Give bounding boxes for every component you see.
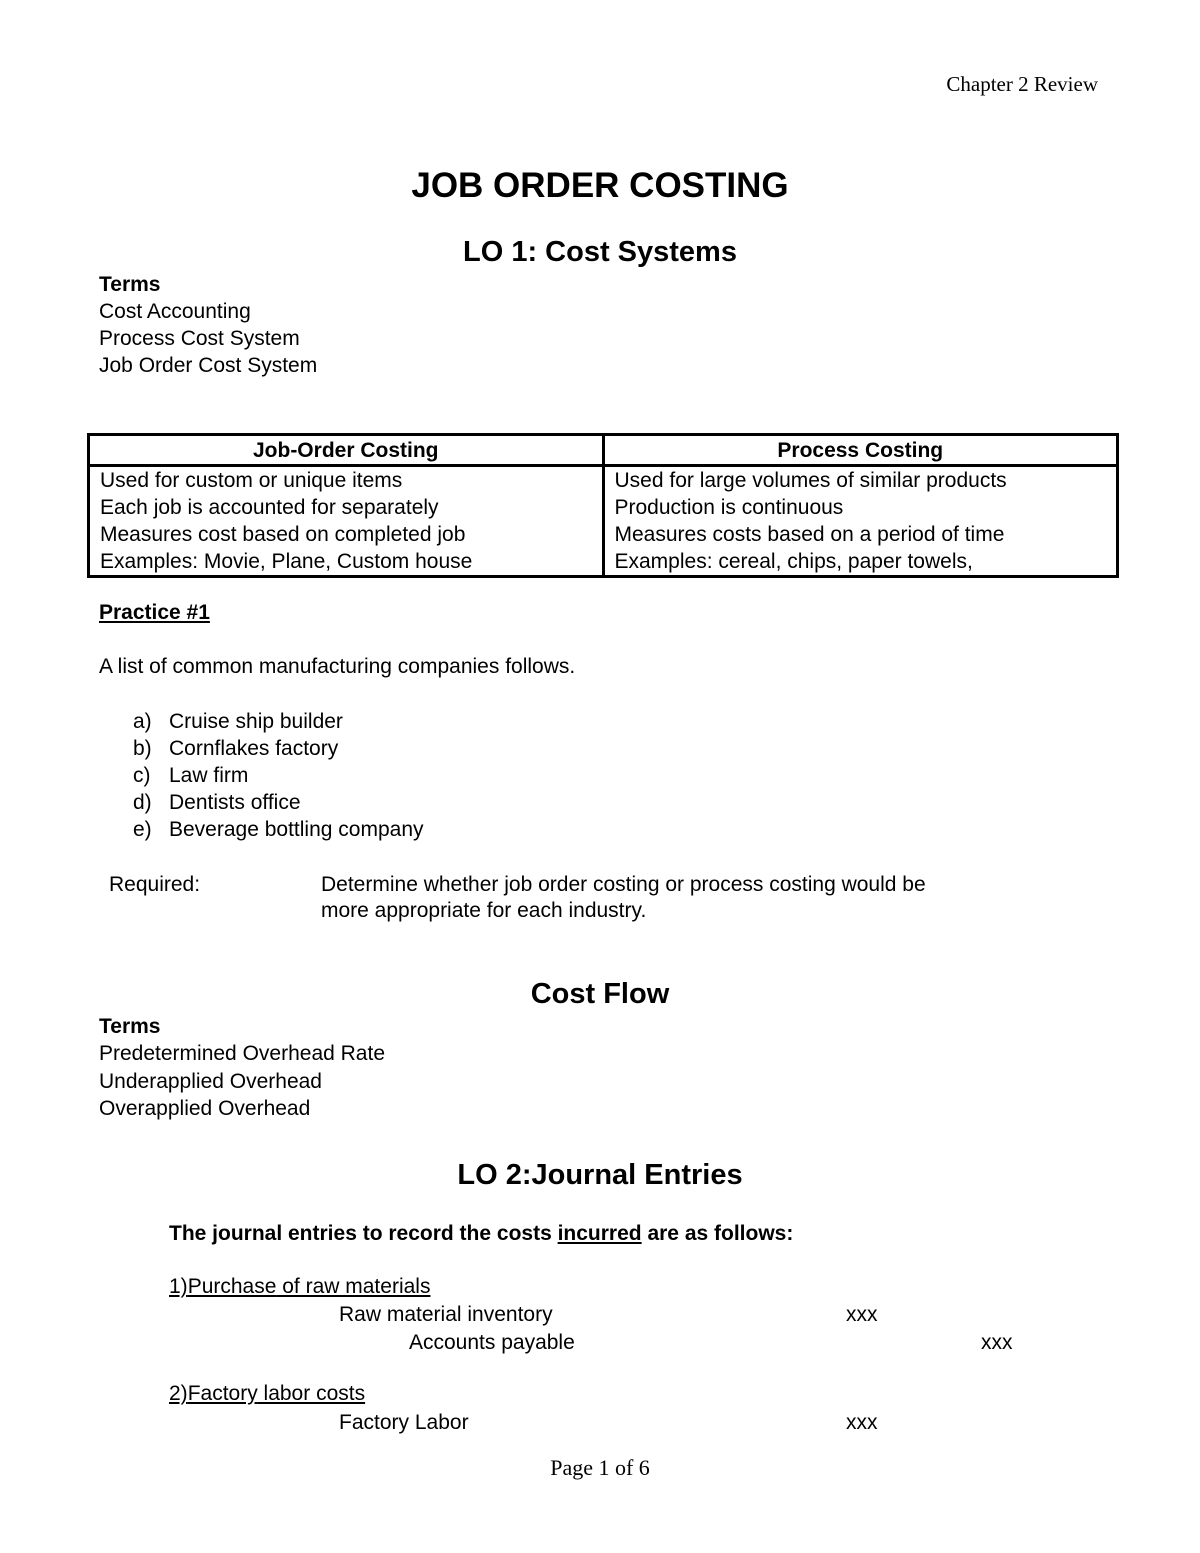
table-header-row bbox=[89, 435, 1118, 466]
list-item bbox=[133, 737, 338, 761]
table-cell: Used for large volumes of similar products bbox=[603, 466, 1118, 495]
lo1-terms-label: Terms bbox=[99, 273, 161, 296]
list-marker: b) bbox=[133, 737, 152, 760]
document-title: JOB ORDER COSTING bbox=[411, 166, 789, 205]
entry-number: 2) bbox=[169, 1382, 188, 1405]
table-row bbox=[89, 466, 1118, 495]
cost-flow-terms-label: Terms bbox=[99, 1015, 161, 1038]
list-item-text: Cruise ship builder bbox=[169, 710, 343, 733]
cost-flow-term: Underapplied Overhead bbox=[99, 1070, 322, 1093]
lo1-term: Process Cost System bbox=[99, 327, 300, 350]
debit-amount: xxx bbox=[846, 1411, 878, 1434]
lo2-heading: LO 2:Journal Entries bbox=[457, 1159, 743, 1191]
credit-account: Accounts payable bbox=[409, 1331, 575, 1354]
table-cell: Production is continuous bbox=[603, 494, 1118, 521]
table-cell: Examples: Movie, Plane, Custom house bbox=[89, 548, 604, 577]
journal-entry-title bbox=[169, 1275, 430, 1299]
lo2-intro bbox=[169, 1222, 793, 1246]
lo2-intro-text: are as follows: bbox=[641, 1222, 794, 1245]
page-footer: Page 1 of 6 bbox=[550, 1455, 650, 1480]
costing-comparison-table bbox=[87, 433, 1119, 578]
table-cell: Measures costs based on a period of time bbox=[603, 521, 1118, 548]
list-item-text: Beverage bottling company bbox=[169, 818, 424, 841]
entry-title-text: of raw materials bbox=[276, 1275, 431, 1298]
credit-amount: xxx bbox=[981, 1331, 1013, 1354]
debit-account: Factory Labor bbox=[339, 1411, 469, 1434]
column-header-process: Process Costing bbox=[603, 435, 1118, 466]
list-item-text: Cornflakes factory bbox=[169, 737, 339, 760]
list-item bbox=[133, 791, 301, 815]
lo1-term: Job Order Cost System bbox=[99, 354, 318, 377]
table-row bbox=[89, 521, 1118, 548]
required-text-line: more appropriate for each industry. bbox=[321, 899, 647, 922]
cost-flow-term: Overapplied Overhead bbox=[99, 1097, 311, 1120]
list-marker: a) bbox=[133, 710, 152, 733]
lo2-intro-text: The journal entries to record the costs bbox=[169, 1222, 558, 1245]
list-marker: d) bbox=[133, 791, 152, 814]
practice1-intro: A list of common manufacturing companies follows. bbox=[99, 655, 576, 678]
table-row bbox=[89, 494, 1118, 521]
list-item-text: Law firm bbox=[169, 764, 249, 787]
lo1-heading: LO 1: Cost Systems bbox=[463, 236, 737, 268]
cost-flow-heading: Cost Flow bbox=[530, 978, 670, 1010]
table-row bbox=[89, 548, 1118, 577]
debit-amount: xxx bbox=[846, 1303, 878, 1326]
list-item bbox=[133, 710, 343, 734]
table-cell: Examples: cereal, chips, paper towels, bbox=[603, 548, 1118, 577]
required-text-line: Determine whether job order costing or process costing would be bbox=[321, 873, 926, 896]
required-label: Required: bbox=[109, 873, 201, 896]
list-item bbox=[133, 818, 424, 842]
column-header-job-order: Job-Order Costing bbox=[89, 435, 604, 466]
page-header: Chapter 2 Review bbox=[946, 72, 1098, 96]
list-marker: e) bbox=[133, 818, 152, 841]
journal-entry-title bbox=[169, 1382, 365, 1406]
entry-number: 1) bbox=[169, 1275, 188, 1298]
lo1-term: Cost Accounting bbox=[99, 300, 251, 323]
entry-title-text: labor costs bbox=[257, 1382, 366, 1405]
lo2-intro-emphasis: incurred bbox=[557, 1222, 642, 1245]
list-item bbox=[133, 764, 248, 788]
table-cell: Each job is accounted for separately bbox=[89, 494, 604, 521]
debit-account: Raw material inventory bbox=[339, 1303, 553, 1326]
cost-flow-term: Predetermined Overhead Rate bbox=[99, 1042, 385, 1065]
table-cell: Measures cost based on completed job bbox=[89, 521, 604, 548]
table-cell: Used for custom or unique items bbox=[89, 466, 604, 495]
entry-keyword: Factory bbox=[187, 1382, 258, 1405]
entry-keyword: Purchase bbox=[187, 1275, 277, 1298]
practice1-heading: Practice #1 bbox=[99, 601, 210, 624]
list-item-text: Dentists office bbox=[169, 791, 301, 814]
list-marker: c) bbox=[133, 764, 151, 787]
